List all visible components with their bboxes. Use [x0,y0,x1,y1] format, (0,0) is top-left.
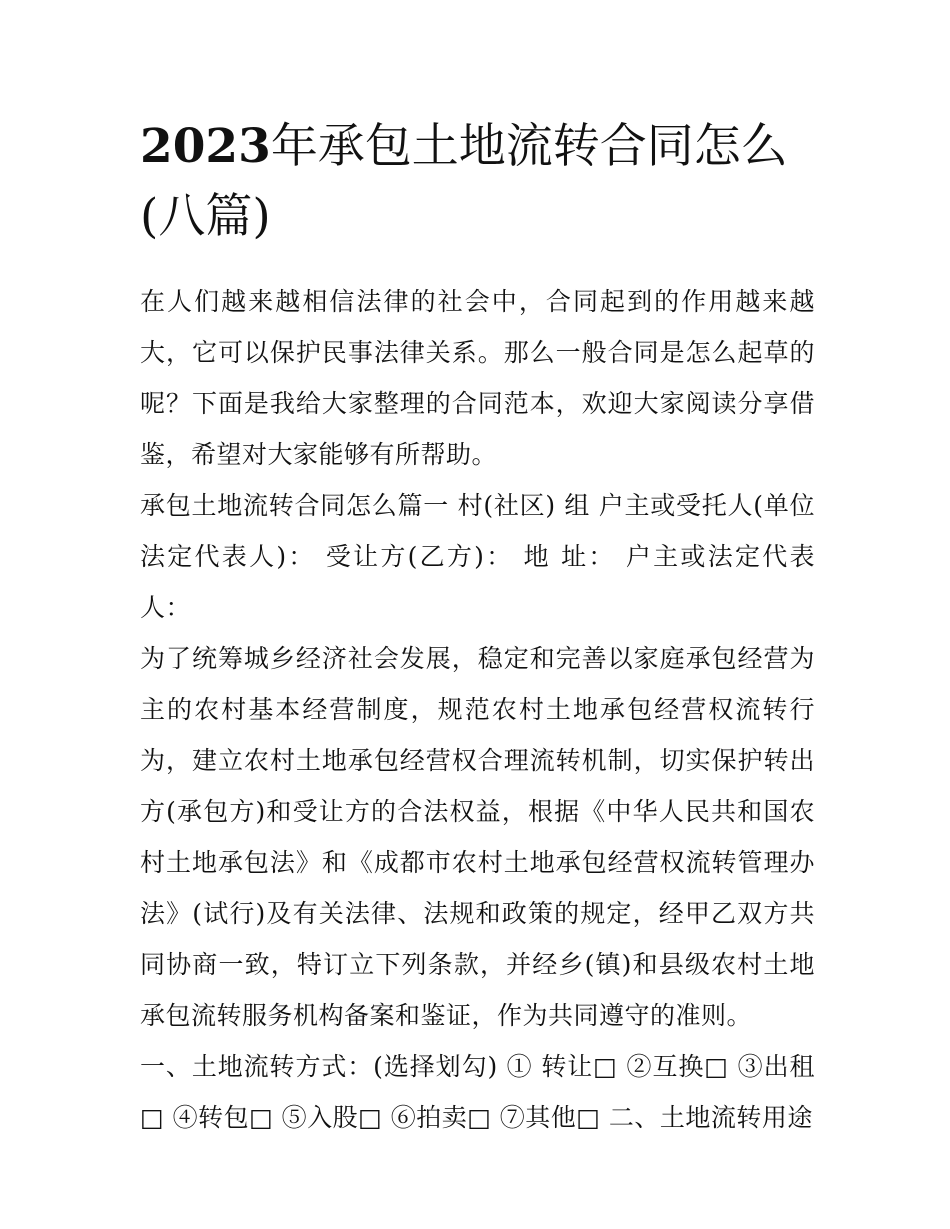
title-year: 2023 [140,119,271,174]
document-body [140,276,815,1143]
intro-paragraph: 在人们越来越相信法律的社会中，合同起到的作用越来越大，它可以保护民事法律关系。那么一般合同是怎么起草的呢？下面是我给大家整理的合同范本，欢迎大家阅读分享借鉴，希望对大家能够有所帮助。 [140,287,815,469]
contract-purpose-paragraph: 为了统筹城乡经济社会发展，稳定和完善以家庭承包经营为主的农村基本经营制度，规范农村土地承包经营权流转行为，建立农村土地承包经营权合理流转机制，切实保护转出方(承包方)和受让方的合法权益，根据《中华人民共和国农村土地承包法》和《成都市农村土地承包经营权流转管理办法》(试行)及有关法律、法规和政策的规定，经甲乙双方共同协商一致，特订立下列条款，并经乡(镇)和县级农村土地承包流转服务机构备案和鉴证，作为共同遵守的准则。 [140,644,815,1030]
contract-parties-paragraph: 承包土地流转合同怎么篇一 村(社区) 组 户主或受托人(单位法定代表人)： 受让方(乙方)： 地 址： 户主或法定代表人： [140,491,815,622]
transfer-method-paragraph: 一、土地流转方式：(选择划勾) ① 转让□ ②互换□ ③出租□ ④转包□ ⑤入股□ ⑥拍卖□ ⑦其他□ 二、土地流转用途 [140,1052,815,1132]
title-text: 年承包土地流转合同怎么(八篇) [140,119,788,244]
document-title [140,112,820,252]
